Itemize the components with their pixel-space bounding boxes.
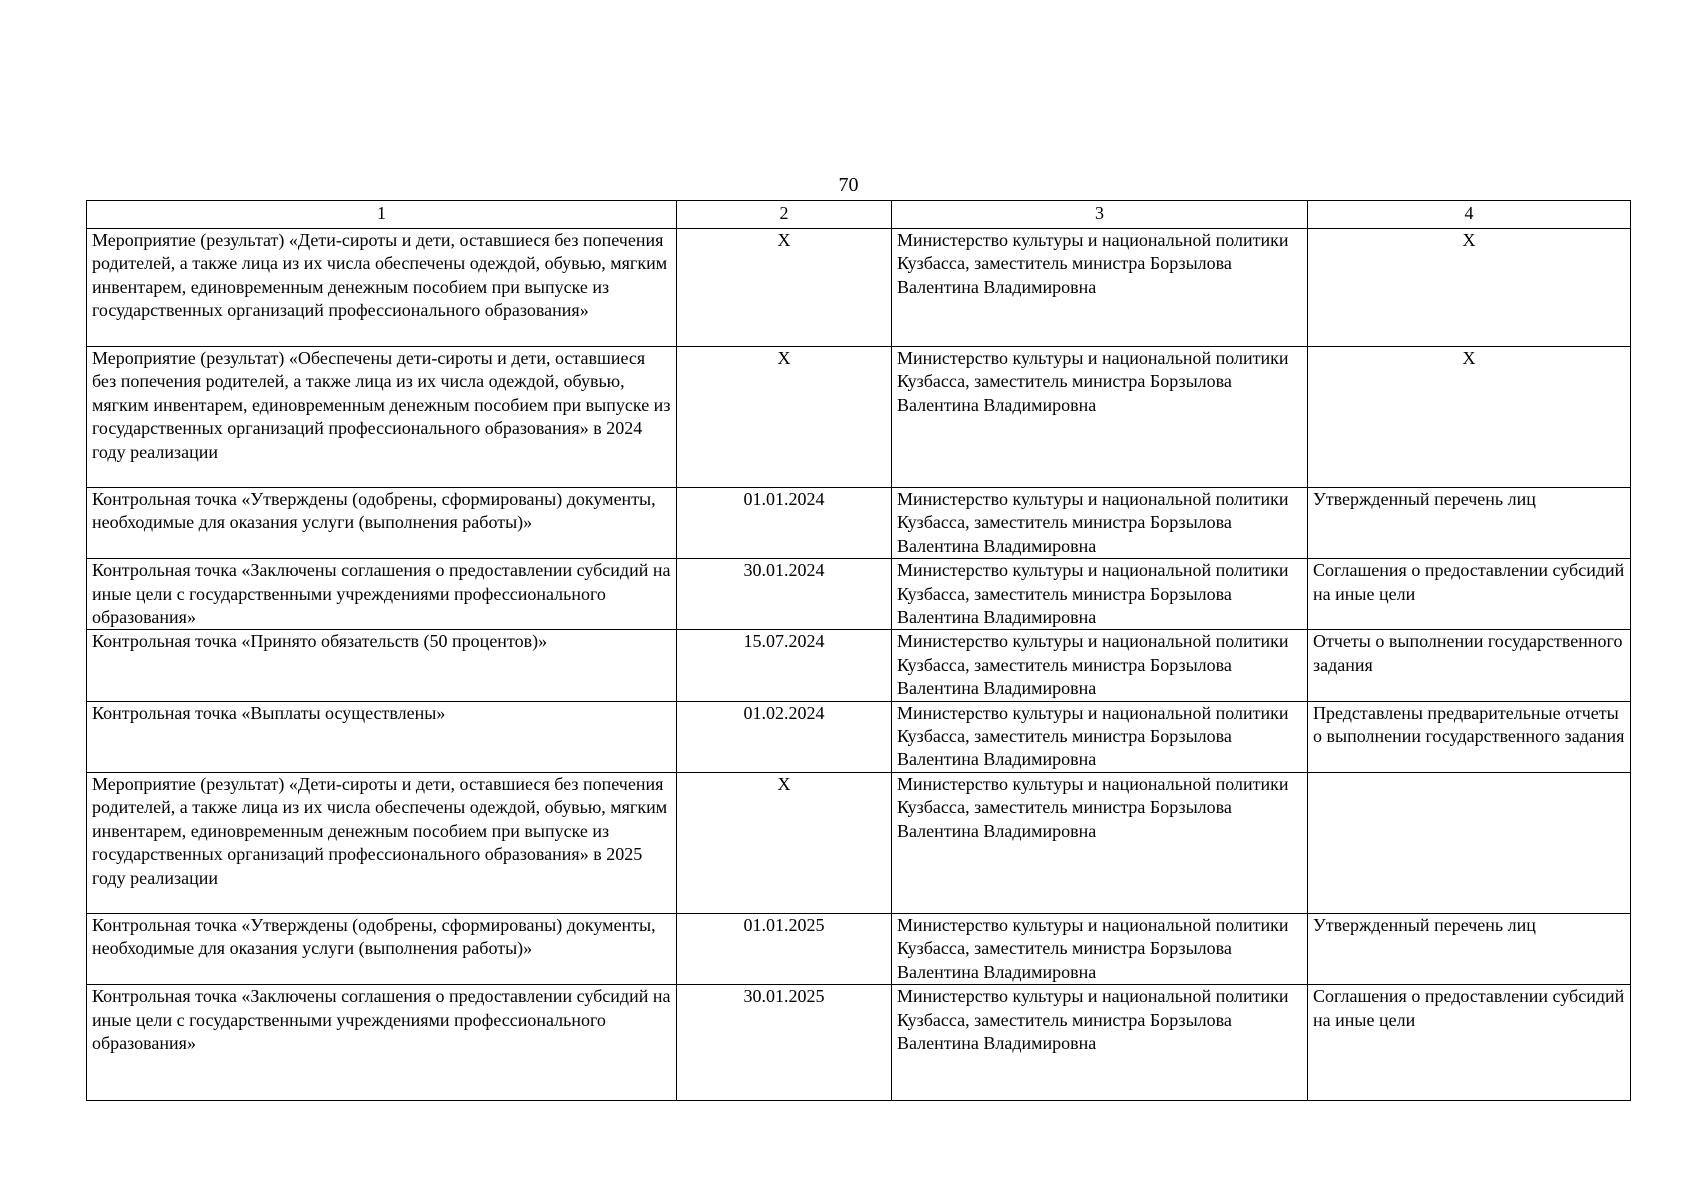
document-cell: Утвержденный перечень лиц — [1308, 488, 1631, 559]
document-cell: Х — [1308, 229, 1631, 347]
document-cell: Представлены предварительные отчеты о выполнении государственного задания — [1308, 701, 1631, 772]
event-name-cell: Контрольная точка «Утверждены (одобрены, сформированы) документы, необходимые для оказания услуги (выполнения работы)» — [87, 913, 677, 984]
column-header: 2 — [677, 201, 892, 229]
column-header: 1 — [87, 201, 677, 229]
table-row — [87, 229, 1631, 347]
event-name-cell: Контрольная точка «Заключены соглашения о предоставлении субсидий на иные цели с государственными учреждениями профессионального образования» — [87, 559, 677, 630]
event-name-cell: Контрольная точка «Принято обязательств (50 процентов)» — [87, 630, 677, 701]
document-cell: Отчеты о выполнении государственного задания — [1308, 630, 1631, 701]
date-cell: Х — [677, 229, 892, 347]
event-name-cell: Мероприятие (результат) «Дети-сироты и дети, оставшиеся без попечения родителей, а также лица из их числа обеспечены одеждой, обувью, мягким инвентарем, единовременным денежным пособием при выпуске из государственных организаций профессионального образования» в 2025 году реализации — [87, 772, 677, 913]
plan-table — [86, 200, 1631, 1101]
responsible-cell: Министерство культуры и национальной политики Кузбасса, заместитель министра Борзылова Валентина Владимировна — [892, 913, 1308, 984]
responsible-cell: Министерство культуры и национальной политики Кузбасса, заместитель министра Борзылова Валентина Владимировна — [892, 701, 1308, 772]
table-row — [87, 559, 1631, 630]
table-row — [87, 630, 1631, 701]
table-row — [87, 701, 1631, 772]
date-cell: 30.01.2024 — [677, 559, 892, 630]
responsible-cell: Министерство культуры и национальной политики Кузбасса, заместитель министра Борзылова Валентина Владимировна — [892, 772, 1308, 913]
responsible-cell: Министерство культуры и национальной политики Кузбасса, заместитель министра Борзылова Валентина Владимировна — [892, 559, 1308, 630]
date-cell: 15.07.2024 — [677, 630, 892, 701]
date-cell: 01.01.2024 — [677, 488, 892, 559]
document-cell: Соглашения о предоставлении субсидий на иные цели — [1308, 559, 1631, 630]
column-header: 4 — [1308, 201, 1631, 229]
table-row — [87, 772, 1631, 913]
table-row — [87, 913, 1631, 984]
document-cell: Утвержденный перечень лиц — [1308, 913, 1631, 984]
responsible-cell: Министерство культуры и национальной политики Кузбасса, заместитель министра Борзылова Валентина Владимировна — [892, 347, 1308, 488]
event-name-cell: Контрольная точка «Утверждены (одобрены, сформированы) документы, необходимые для оказания услуги (выполнения работы)» — [87, 488, 677, 559]
document-cell — [1308, 772, 1631, 913]
date-cell: Х — [677, 772, 892, 913]
event-name-cell: Контрольная точка «Заключены соглашения о предоставлении субсидий на иные цели с государственными учреждениями профессионального образования» — [87, 985, 677, 1101]
responsible-cell: Министерство культуры и национальной политики Кузбасса, заместитель министра Борзылова Валентина Владимировна — [892, 985, 1308, 1101]
responsible-cell: Министерство культуры и национальной политики Кузбасса, заместитель министра Борзылова Валентина Владимировна — [892, 488, 1308, 559]
event-name-cell: Мероприятие (результат) «Обеспечены дети-сироты и дети, оставшиеся без попечения родителей, а также лица из их числа одеждой, обувью, мягким инвентарем, единовременным денежным пособием при выпуске из государственных организаций профессионального образования» в 2024 году реализации — [87, 347, 677, 488]
date-cell: Х — [677, 347, 892, 488]
table-row — [87, 488, 1631, 559]
table-row — [87, 985, 1631, 1101]
column-header: 3 — [892, 201, 1308, 229]
date-cell: 01.01.2025 — [677, 913, 892, 984]
document-cell: Х — [1308, 347, 1631, 488]
date-cell: 01.02.2024 — [677, 701, 892, 772]
document-cell: Соглашения о предоставлении субсидий на иные цели — [1308, 985, 1631, 1101]
event-name-cell: Контрольная точка «Выплаты осуществлены» — [87, 701, 677, 772]
event-name-cell: Мероприятие (результат) «Дети-сироты и дети, оставшиеся без попечения родителей, а также лица из их числа обеспечены одеждой, обувью, мягким инвентарем, единовременным денежным пособием при выпуске из государственных организаций профессионального образования» — [87, 229, 677, 347]
page-number: 70 — [838, 174, 859, 196]
date-cell: 30.01.2025 — [677, 985, 892, 1101]
table-header-row — [87, 201, 1631, 229]
responsible-cell: Министерство культуры и национальной политики Кузбасса, заместитель министра Борзылова Валентина Владимировна — [892, 229, 1308, 347]
responsible-cell: Министерство культуры и национальной политики Кузбасса, заместитель министра Борзылова Валентина Владимировна — [892, 630, 1308, 701]
table-row — [87, 347, 1631, 488]
